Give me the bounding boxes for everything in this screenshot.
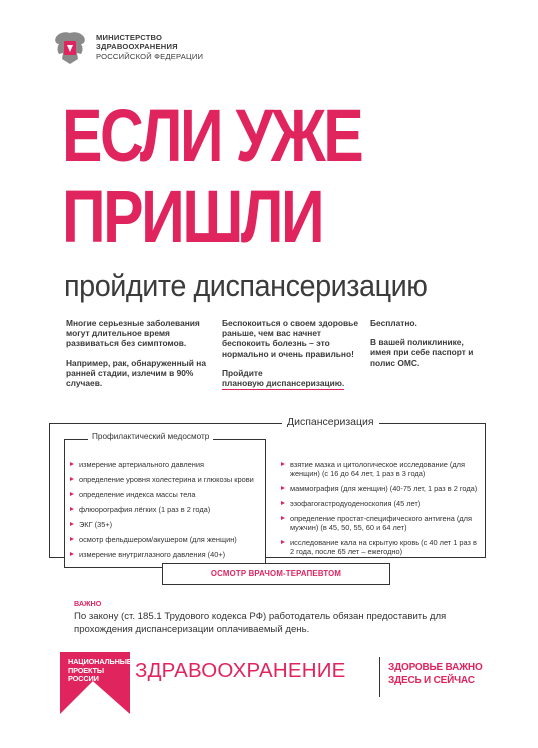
col2-cta-underlined: плановую диспансеризацию. bbox=[222, 378, 344, 390]
headline-line1: ЕСЛИ УЖЕ bbox=[62, 94, 362, 177]
list-item: определение уровня холестерина и глюкозы крови bbox=[67, 475, 263, 484]
np-line3: РОССИИ bbox=[68, 674, 99, 684]
info-column-2 bbox=[222, 318, 362, 399]
list-item: флюорография лёгких (1 раз в 2 года) bbox=[67, 505, 263, 514]
ministry-emblem-icon bbox=[50, 29, 90, 67]
list-item: осмотр фельдшером/акушером (для женщин) bbox=[67, 535, 263, 544]
slogan-line1: ЗДОРОВЬЕ ВАЖНО bbox=[388, 662, 483, 673]
list-item: измерение артериального давления bbox=[67, 460, 263, 469]
col3-paragraph: В вашей поликлинике, имея при себе паспорт и полис ОМС. bbox=[370, 337, 474, 368]
footer-divider bbox=[379, 657, 380, 697]
ministry-name bbox=[96, 33, 203, 61]
healthcare-label: ЗДРАВООХРАНЕНИЕ bbox=[135, 659, 346, 682]
slogan bbox=[388, 661, 483, 687]
important-text: По закону (ст. 185.1 Трудового кодекса РФ) работодатель обязан предоставить для прохождения диспансеризации оплачиваемый день. bbox=[74, 611, 447, 635]
info-column-1 bbox=[66, 318, 218, 397]
info-column-3 bbox=[370, 318, 480, 377]
headline-line2: ПРИШЛИ bbox=[62, 175, 323, 258]
list-item: определение простат-специфического антигена (для мужчин) (в 45, 50, 55, 60 и 64 лет) bbox=[278, 514, 483, 532]
list-item: ЭКГ (35+) bbox=[67, 520, 263, 529]
ministry-line3: РОССИЙСКОЙ ФЕДЕРАЦИИ bbox=[96, 51, 204, 61]
col1-paragraph: Например, рак, обнаруженный на ранней стадии, излечим в 90% случаев. bbox=[66, 357, 206, 389]
ministry-line1: МИНИСТЕРСТВО bbox=[96, 33, 163, 42]
subheadline: пройдите диспансеризацию bbox=[64, 268, 428, 303]
prof-exam-list bbox=[67, 460, 263, 565]
list-item: измерение внутриглазного давления (40+) bbox=[67, 550, 263, 559]
list-item: исследование кала на скрытую кровь (с 40 лет 1 раз в 2 года, после 65 лет – ежегодно) bbox=[278, 538, 483, 556]
np-line2: ПРОЕКТЫ bbox=[68, 665, 104, 675]
ministry-line2: ЗДРАВООХРАНЕНИЯ bbox=[96, 42, 178, 52]
slogan-line2: ЗДЕСЬ И СЕЙЧАС bbox=[388, 675, 475, 686]
therapist-label: ОСМОТР ВРАЧОМ-ТЕРАПЕВТОМ bbox=[210, 569, 342, 578]
col2-cta-pre: Пройдите bbox=[222, 367, 263, 378]
col1-paragraph: Многие серьезные заболевания могут длительное время развиваться без симптомов. bbox=[66, 318, 200, 349]
list-item: эзофагогастродуоденоскопия (45 лет) bbox=[278, 499, 483, 508]
col2-cta bbox=[222, 368, 362, 390]
list-item: определение индекса массы тела bbox=[67, 490, 263, 499]
col3-paragraph: Бесплатно. bbox=[370, 318, 417, 328]
np-line1: НАЦИОНАЛЬНЫЕ bbox=[68, 657, 132, 666]
extra-exam-list bbox=[278, 460, 483, 562]
list-item: маммография (для женщин) (40-75 лет, 1 раз в 2 года) bbox=[278, 484, 483, 493]
prof-exam-title: Профилактический медосмотр bbox=[88, 432, 213, 441]
dispanser-title: Диспансеризация bbox=[282, 416, 379, 428]
important-label: ВАЖНО bbox=[74, 599, 102, 608]
list-item: взятие мазка и цитологическое исследование (для женщин) (с 16 до 64 лет, 1 раз в 3 года) bbox=[278, 460, 483, 478]
col2-paragraph: Беспокоиться о своем здоровье раньше, чем вас начнет беспокоить болезнь – это нормально и очень правильно! bbox=[222, 318, 358, 359]
national-projects-text bbox=[68, 658, 132, 684]
